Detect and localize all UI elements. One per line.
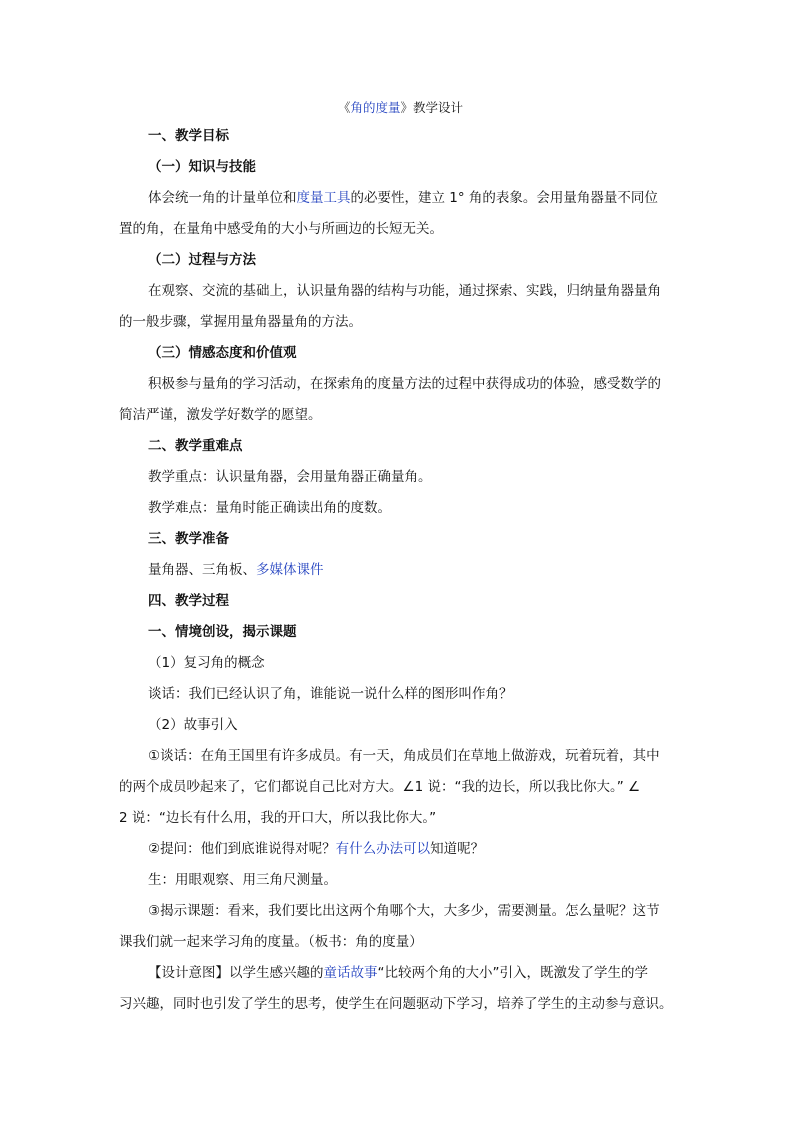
question-text: ②提问：他们到底谁说得对呢？有什么办法可以知道呢？ xyxy=(148,841,485,857)
paragraph-line: 体会统一角的计量单位和度量工具的必要性，建立 1° 角的表象。会用量角器量不同位 xyxy=(148,190,658,206)
paragraph-line: 置的角，在量角中感受角的大小与所画边的长短无关。 xyxy=(119,221,443,237)
document-title: 《角的度量》教学设计 xyxy=(338,100,464,115)
section-heading-process: 四、教学过程 xyxy=(148,593,229,609)
subheading-knowledge-skills: （一）知识与技能 xyxy=(148,159,256,175)
subheading-attitude-values: （三）情感态度和价值观 xyxy=(148,345,297,361)
preparation-text: 量角器、三角板、多媒体课件 xyxy=(148,562,324,578)
reveal-line: 课我们就一起来学习角的度量。（板书：角的度量） xyxy=(119,934,423,950)
story-line: 的两个成员吵起来了，它们都说自己比对方大。∠1 说：“我的边长，所以我比你大。” ∠ xyxy=(119,779,641,795)
paragraph-line: 积极参与量角的学习活动，在探索角的度量方法的过程中获得成功的体验，感受数学的 xyxy=(148,376,661,392)
multimedia-courseware-link[interactable]: 多媒体课件 xyxy=(256,562,324,578)
paragraph-line: 的一般步骤，掌握用量角器量角的方法。 xyxy=(119,314,362,330)
fairy-tale-link[interactable]: 童话故事 xyxy=(323,965,378,981)
section-heading-preparation: 三、教学准备 xyxy=(148,531,229,547)
title-link[interactable]: 角的度量 xyxy=(350,100,401,115)
measuring-tools-link[interactable]: 度量工具 xyxy=(296,190,351,206)
section-heading-key-points: 二、教学重难点 xyxy=(148,438,243,454)
talk-text: 谈话：我们已经认识了角，谁能说一说什么样的图形叫作角？ xyxy=(148,686,513,702)
student-answer: 生：用眼观察、用三角尺测量。 xyxy=(148,872,337,888)
key-point-text: 教学重点：认识量角器，会用量角器正确量角。 xyxy=(148,469,432,485)
subheading-scenario: 一、情境创设，揭示课题 xyxy=(148,624,297,640)
difficult-point-text: 教学难点：量角时能正确读出角的度数。 xyxy=(148,500,391,516)
step-story-intro: （2）故事引入 xyxy=(148,717,238,733)
design-intent-line: 【设计意图】以学生感兴趣的童话故事“比较两个角的大小”引入，既激发了学生的学 xyxy=(148,965,648,981)
subheading-process-methods: （二）过程与方法 xyxy=(148,252,256,268)
story-line: 2 说：“边长有什么用，我的开口大，所以我比你大。” xyxy=(119,810,437,826)
design-intent-line: 习兴趣，同时也引发了学生的思考，使学生在问题驱动下学习，培养了学生的主动参与意识。 xyxy=(119,996,673,1012)
paragraph-line: 在观察、交流的基础上，认识量角器的结构与功能，通过探索、实践，归纳量角器量角 xyxy=(148,283,661,299)
section-heading-objectives: 一、教学目标 xyxy=(148,128,229,144)
step-review-concept: （1）复习角的概念 xyxy=(148,655,265,671)
story-line: ①谈话：在角王国里有许多成员。有一天，角成员们在草地上做游戏，玩着玩着，其中 xyxy=(148,748,660,764)
method-link[interactable]: 有什么办法可以 xyxy=(335,841,431,857)
paragraph-line: 简洁严谨，激发学好数学的愿望。 xyxy=(119,407,322,423)
reveal-line: ③揭示课题：看来，我们要比出这两个角哪个大，大多少，需要测量。怎么量呢？这节 xyxy=(148,903,660,919)
